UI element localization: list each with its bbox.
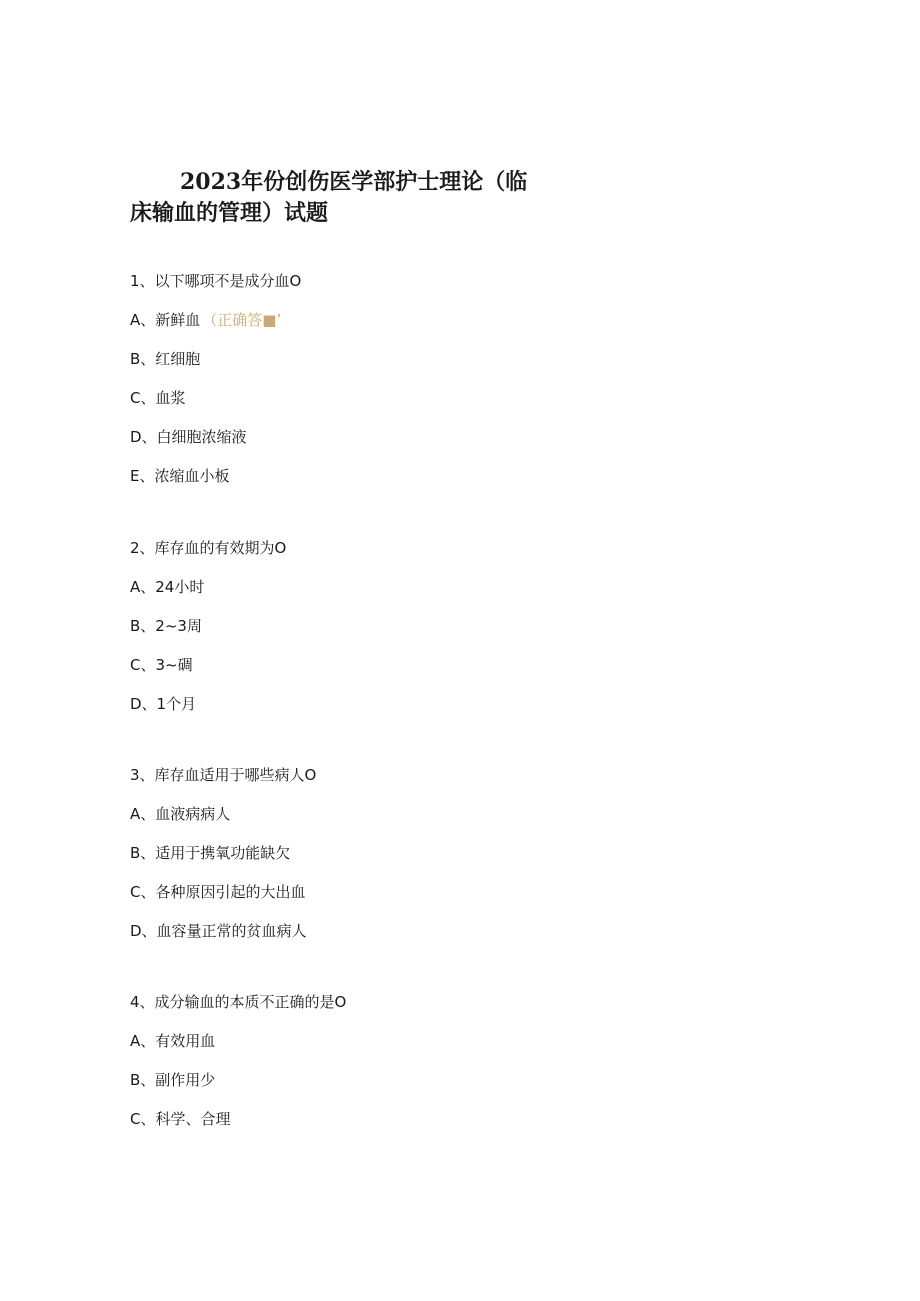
option-c: C、科学、合理	[130, 1110, 231, 1128]
option-c: C、各种原因引起的大出血	[130, 883, 306, 901]
option-a: A、24小时	[130, 578, 205, 596]
option-d: D、白细胞浓缩液	[130, 428, 247, 446]
correct-answer-mark: （正确答■’	[202, 311, 282, 329]
option-a	[130, 310, 281, 330]
title-line-2: 床输血的管理）试题	[130, 200, 329, 226]
option-text: A、新鲜血	[130, 311, 201, 329]
option-b: B、2~3周	[130, 617, 202, 635]
question-stem: 2、库存血的有效期为O	[130, 539, 287, 557]
option-d: D、1个月	[130, 695, 197, 713]
option-b: B、适用于携氧功能缺欠	[130, 844, 291, 862]
question-stem: 3、库存血适用于哪些病人O	[130, 766, 317, 784]
option-b: B、红细胞	[130, 350, 201, 368]
option-c: C、3~碉	[130, 656, 193, 674]
document-title	[130, 167, 550, 229]
option-d: D、血容量正常的贫血病人	[130, 922, 307, 940]
option-c: C、血浆	[130, 389, 186, 407]
question-stem: 4、成分输血的本质不正确的是O	[130, 993, 347, 1011]
question-stem: 1、以下哪项不是成分血O	[130, 272, 302, 290]
title-line-1: 2023年份创伤医学部护士理论（临	[180, 169, 528, 195]
option-e: E、浓缩血小板	[130, 467, 230, 485]
option-a: A、有效用血	[130, 1032, 216, 1050]
option-b: B、副作用少	[130, 1071, 216, 1089]
option-a: A、血液病病人	[130, 805, 231, 823]
